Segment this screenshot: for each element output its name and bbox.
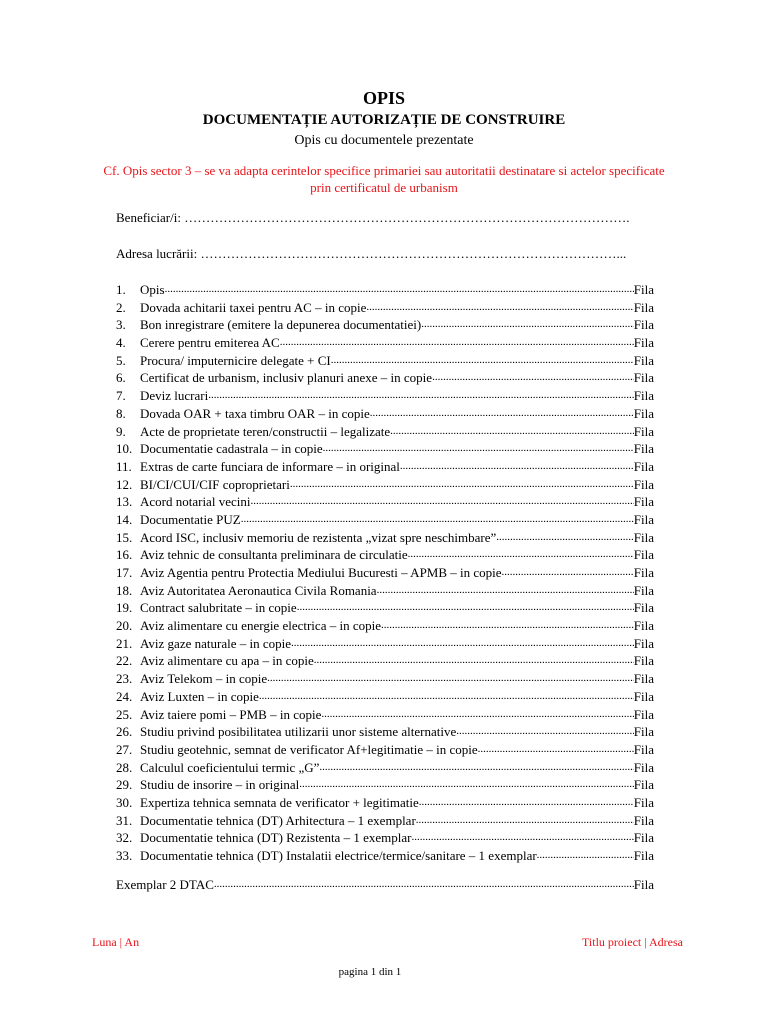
item-fila: Fila	[633, 282, 654, 297]
item-number: 13.	[116, 494, 133, 510]
item-fila: Fila	[633, 848, 654, 863]
item-fila: Fila	[633, 830, 654, 846]
item-label: Aviz alimentare cu apa – in copie	[140, 653, 314, 669]
item-number: 10.	[116, 441, 133, 457]
item-label: Opis	[140, 282, 165, 297]
leader-dots	[299, 776, 634, 794]
list-item	[116, 458, 654, 476]
item-label: Documentatie tehnica (DT) Arhitectura – 1 exemplar	[140, 812, 416, 828]
item-number: 23.	[116, 671, 133, 687]
document-subtitle: DOCUMENTAȚIE AUTORIZAȚIE DE CONSTRUIRE	[202, 112, 566, 128]
item-fila: Fila	[633, 671, 654, 687]
item-label: Aviz alimentare cu energie electrica – in copie	[140, 618, 381, 634]
item-fila: Fila	[633, 423, 654, 439]
list-item	[116, 776, 654, 794]
item-fila: Fila	[633, 794, 654, 810]
item-number: 22.	[116, 653, 133, 669]
item-fila: Fila	[633, 547, 654, 563]
page-number: pagina 1 din 1	[338, 966, 402, 978]
leader-dots	[208, 387, 634, 405]
item-fila: Fila	[633, 511, 654, 527]
item-label: Aviz Luxten – in copie	[140, 688, 259, 704]
item-number: 27.	[116, 741, 133, 757]
item-label: Documentatie PUZ	[140, 511, 241, 527]
list-item	[116, 529, 654, 547]
list-item	[116, 423, 654, 441]
item-number: 14.	[116, 511, 133, 527]
leader-dots	[432, 369, 634, 387]
item-fila: Fila	[633, 600, 654, 616]
item-number: 6.	[116, 370, 126, 386]
item-label: Studiu de insorire – in original	[140, 777, 300, 793]
list-item	[116, 564, 654, 582]
item-fila: Fila	[633, 299, 654, 315]
list-item	[116, 723, 654, 741]
leader-dots	[323, 440, 634, 458]
leader-dots	[250, 493, 633, 511]
item-label: Extras de carte funciara de informare – in original	[140, 458, 400, 474]
item-fila: Fila	[633, 352, 654, 368]
list-item	[116, 741, 654, 759]
leader-dots	[259, 688, 634, 706]
list-item	[116, 316, 654, 334]
list-item	[116, 635, 654, 653]
leader-dots	[165, 281, 634, 299]
item-fila: Fila	[633, 476, 654, 492]
item-label: Contract salubritate – in copie	[140, 600, 297, 616]
list-item	[116, 582, 654, 600]
list-item	[116, 812, 654, 830]
list-item	[116, 794, 654, 812]
item-fila: Fila	[633, 529, 654, 545]
list-item	[116, 670, 654, 688]
item-fila: Fila	[633, 777, 654, 793]
document-list	[116, 281, 654, 865]
list-item	[116, 829, 654, 847]
leader-dots	[411, 829, 633, 847]
leader-dots	[291, 635, 634, 653]
item-label: Studiu privind posibilitatea utilizarii unor sisteme alternative	[140, 724, 457, 740]
item-number: 17.	[116, 565, 133, 580]
item-number: 20.	[116, 618, 133, 634]
item-number: 8.	[116, 405, 126, 421]
item-number: 32.	[116, 830, 133, 846]
document-description: Opis cu documentele prezentate	[294, 133, 474, 148]
list-item	[116, 440, 654, 458]
item-number: 29.	[116, 777, 133, 793]
leader-dots	[297, 599, 634, 617]
item-label: Certificat de urbanism, inclusiv planuri anexe – in copie	[140, 370, 433, 386]
leader-dots	[421, 316, 634, 334]
extra-copy-fila: Fila	[633, 877, 654, 892]
list-item	[116, 299, 654, 317]
item-label: Cerere pentru emiterea AC	[140, 335, 280, 351]
list-item	[116, 405, 654, 423]
item-fila: Fila	[633, 618, 654, 634]
item-number: 26.	[116, 724, 133, 740]
list-item	[116, 334, 654, 352]
leader-dots	[214, 876, 634, 894]
item-number: 9.	[116, 423, 126, 439]
item-label: Aviz Autoritatea Aeronautica Civila Romania	[140, 582, 377, 598]
item-fila: Fila	[633, 582, 654, 598]
item-label: Calculul coeficientului termic „G”	[140, 759, 320, 775]
leader-dots	[321, 706, 633, 724]
leader-dots	[331, 352, 634, 370]
item-number: 2.	[116, 299, 126, 315]
item-fila: Fila	[633, 494, 654, 510]
item-number: 11.	[116, 458, 132, 474]
item-fila: Fila	[633, 635, 654, 651]
list-item	[116, 617, 654, 635]
list-item	[116, 847, 654, 865]
item-label: Acte de proprietate teren/constructii – legalizate	[140, 423, 391, 439]
item-number: 31.	[116, 812, 133, 828]
item-label: Aviz taiere pomi – PMB – in copie	[140, 706, 322, 722]
item-number: 4.	[116, 335, 126, 351]
item-label: Aviz gaze naturale – in copie	[140, 635, 291, 651]
list-item	[116, 281, 654, 299]
leader-dots	[290, 476, 634, 494]
item-label: BI/CI/CUI/CIF coproprietari	[140, 476, 290, 492]
item-fila: Fila	[633, 741, 654, 757]
leader-dots	[370, 405, 634, 423]
address-field: Adresa lucrării: ……………………………………………………………………………………...	[116, 246, 627, 261]
item-number: 18.	[116, 582, 133, 598]
list-item	[116, 352, 654, 370]
item-number: 28.	[116, 759, 133, 775]
item-number: 12.	[116, 476, 133, 492]
item-fila: Fila	[633, 724, 654, 740]
item-fila: Fila	[633, 370, 654, 386]
leader-dots	[408, 546, 634, 564]
list-item	[116, 476, 654, 494]
item-number: 33.	[116, 848, 133, 863]
item-label: Procura/ imputernicire delegate + CI	[140, 352, 331, 368]
item-label: Documentatie tehnica (DT) Rezistenta – 1 exemplar	[140, 830, 412, 846]
item-label: Bon inregistrare (emitere la depunerea documentatiei)	[140, 317, 422, 333]
item-number: 24.	[116, 688, 133, 704]
leader-dots	[390, 423, 634, 441]
item-label: Dovada OAR + taxa timbru OAR – in copie	[140, 405, 370, 421]
extra-copy-row	[116, 876, 654, 894]
item-label: Aviz Telekom – in copie	[140, 671, 268, 687]
leader-dots	[400, 458, 634, 476]
item-number: 7.	[116, 388, 126, 404]
item-fila: Fila	[633, 653, 654, 669]
leader-dots	[502, 564, 634, 582]
list-item	[116, 546, 654, 564]
leader-dots	[416, 812, 634, 830]
item-number: 15.	[116, 529, 133, 545]
item-number: 16.	[116, 547, 133, 563]
list-item	[116, 652, 654, 670]
leader-dots	[280, 334, 634, 352]
item-label: Acord notarial vecini	[140, 494, 251, 510]
leader-dots	[366, 299, 633, 317]
item-number: 25.	[116, 706, 133, 722]
leader-dots	[456, 723, 634, 741]
item-label: Expertiza tehnica semnata de verificator + legitimatie	[140, 794, 419, 810]
item-number: 30.	[116, 794, 133, 810]
item-fila: Fila	[633, 405, 654, 421]
list-item	[116, 599, 654, 617]
item-label: Dovada achitarii taxei pentru AC – in copie	[140, 299, 367, 315]
leader-dots	[478, 741, 634, 759]
list-item	[116, 688, 654, 706]
leader-dots	[241, 511, 634, 529]
leader-dots	[267, 670, 634, 688]
red-note: Cf. Opis sector 3 – se va adapta cerintelor specifice primariei sau autoritatii destinatare si actelor specificate prin certificatul de urbanism	[103, 163, 665, 195]
item-number: 21.	[116, 635, 133, 651]
item-fila: Fila	[633, 759, 654, 775]
item-fila: Fila	[633, 388, 654, 404]
item-fila: Fila	[633, 812, 654, 828]
list-item	[116, 493, 654, 511]
item-label: Studiu geotehnic, semnat de verificator Af+legitimatie – in copie	[140, 741, 478, 757]
item-fila: Fila	[633, 317, 654, 333]
list-item	[116, 759, 654, 777]
item-fila: Fila	[633, 706, 654, 722]
leader-dots	[381, 617, 634, 635]
list-item	[116, 511, 654, 529]
leader-dots	[419, 794, 634, 812]
item-number: 1.	[116, 282, 126, 297]
extra-copy-label: Exemplar 2 DTAC	[116, 877, 214, 892]
item-label: Acord ISC, inclusiv memoriu de rezistenta „vizat spre neschimbare”	[140, 529, 497, 545]
leader-dots	[537, 847, 634, 865]
item-fila: Fila	[633, 565, 654, 580]
document-title: OPIS	[362, 88, 405, 108]
item-number: 19.	[116, 600, 133, 616]
list-item	[116, 387, 654, 405]
footer-project: Titlu proiect | Adresa	[582, 935, 683, 949]
list-item	[116, 369, 654, 387]
beneficiary-field: Beneficiar/i: ………………………………………………………………………………………….	[116, 210, 630, 225]
leader-dots	[496, 529, 633, 547]
item-fila: Fila	[633, 458, 654, 474]
leader-dots	[314, 652, 634, 670]
leader-dots	[377, 582, 634, 600]
item-label: Documentatie cadastrala – in copie	[140, 441, 323, 457]
item-label: Documentatie tehnica (DT) Instalatii electrice/termice/sanitare – 1 exemplar	[140, 848, 537, 863]
item-fila: Fila	[633, 688, 654, 704]
item-label: Aviz Agentia pentru Protectia Mediului Bucuresti – APMB – in copie	[140, 565, 502, 580]
item-label: Deviz lucrari	[140, 388, 209, 404]
item-number: 5.	[116, 352, 126, 368]
leader-dots	[319, 759, 633, 777]
footer-date: Luna | An	[92, 935, 140, 949]
item-label: Aviz tehnic de consultanta preliminara de circulatie	[140, 547, 408, 563]
list-item	[116, 706, 654, 724]
item-number: 3.	[116, 317, 126, 333]
item-fila: Fila	[633, 335, 654, 351]
item-fila: Fila	[633, 441, 654, 457]
